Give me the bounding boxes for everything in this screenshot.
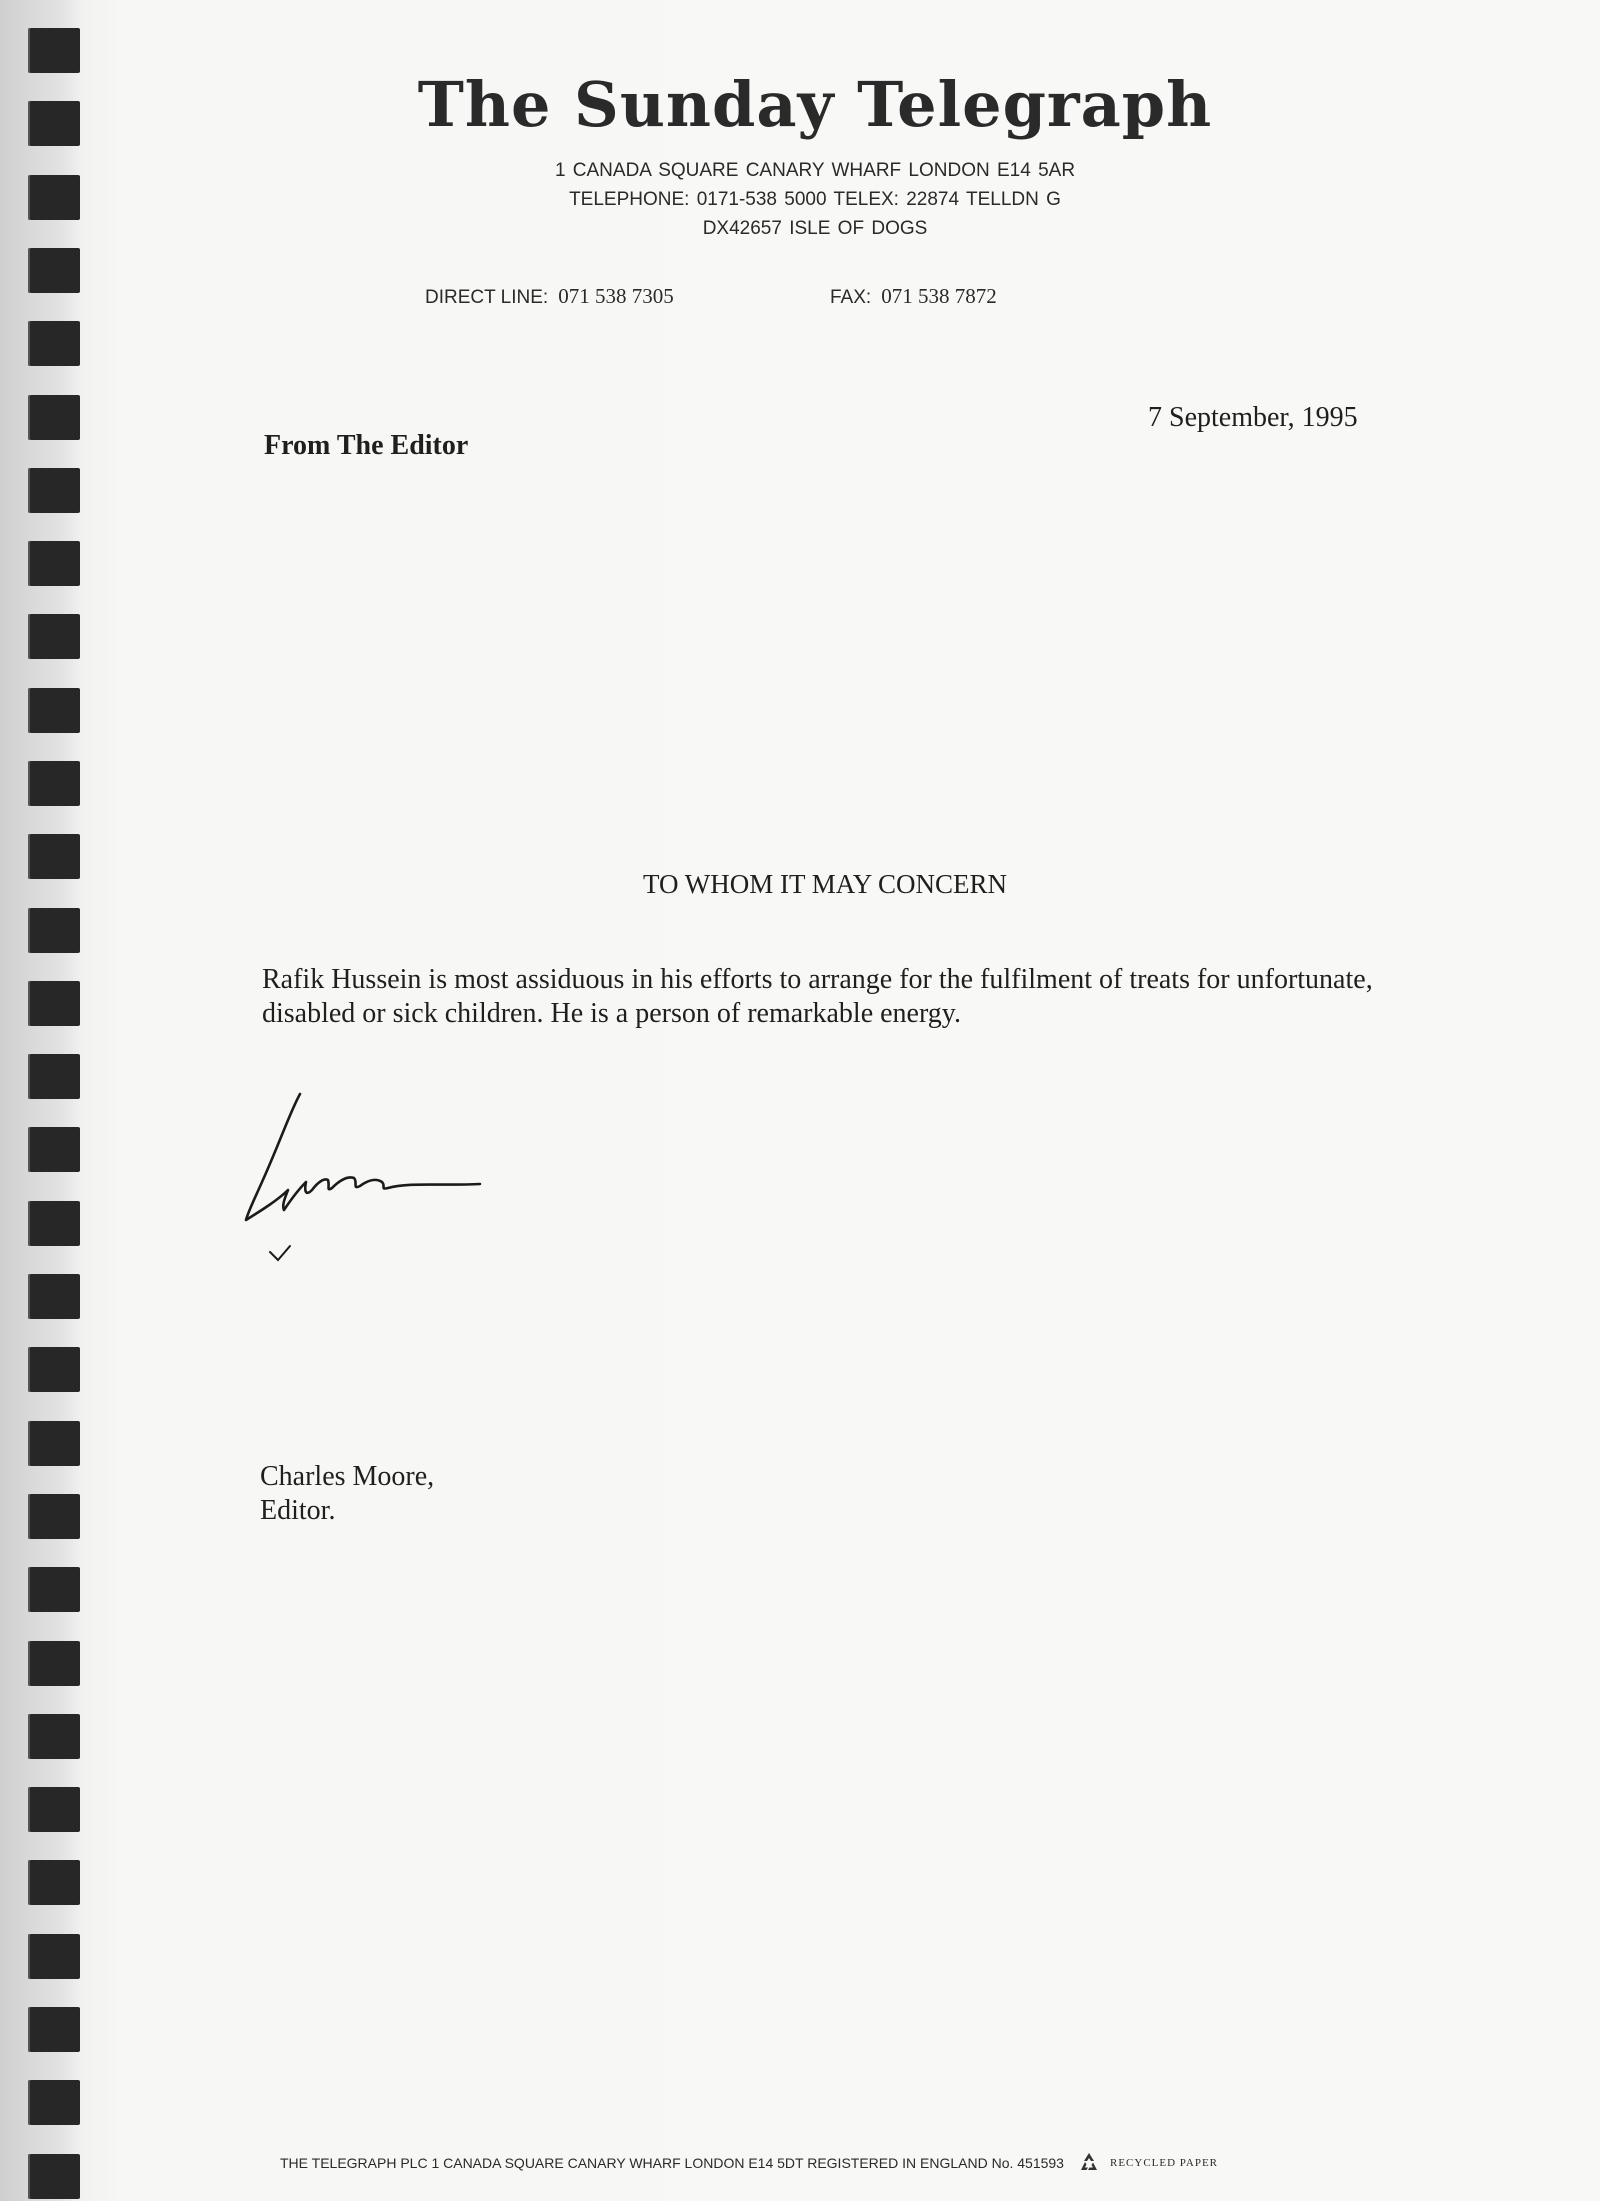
- binding-hole: [28, 2007, 80, 2052]
- binding-hole: [28, 1567, 80, 1612]
- direct-line-value: 071 538 7305: [558, 284, 674, 308]
- letterhead-address-line-1: 1 CANADA SQUARE CANARY WHARF LONDON E14 5AR: [554, 160, 1076, 181]
- binding-hole: [28, 1274, 80, 1319]
- letterhead-address-line-3: DX42657 ISLE OF DOGS: [702, 218, 928, 239]
- binding-hole: [28, 248, 80, 293]
- binding-hole: [28, 1054, 80, 1099]
- binding-hole: [28, 321, 80, 366]
- binding-hole: [28, 28, 80, 73]
- binding-hole: [28, 1347, 80, 1392]
- masthead: The Sunday Telegraph: [417, 68, 1213, 141]
- binding-hole: [28, 2154, 80, 2199]
- letterhead-address-line-2: TELEPHONE: 0171-538 5000 TELEX: 22874 TELLDN G: [569, 189, 1061, 210]
- binding-hole: [28, 1714, 80, 1759]
- binding-hole: [28, 1934, 80, 1979]
- binding-hole: [28, 1127, 80, 1172]
- binding-hole: [28, 541, 80, 586]
- letter-date: 7 September, 1995: [1148, 402, 1358, 433]
- binding-hole: [28, 981, 80, 1026]
- signer-block: [260, 1460, 434, 1528]
- binding-hole: [28, 1421, 80, 1466]
- recycle-icon: [1076, 2150, 1102, 2176]
- fax-line: [830, 284, 997, 309]
- binding-hole: [28, 834, 80, 879]
- binding-hole: [28, 908, 80, 953]
- binding-hole: [28, 614, 80, 659]
- footer: [280, 2150, 1400, 2176]
- signer-name: Charles Moore,: [260, 1461, 435, 1492]
- fax-value: 071 538 7872: [881, 284, 997, 308]
- binding-hole: [28, 468, 80, 513]
- binding-hole: [28, 175, 80, 220]
- direct-line-label: DIRECT LINE:: [425, 287, 549, 308]
- footer-company-line: THE TELEGRAPH PLC 1 CANADA SQUARE CANARY WHARF LONDON E14 5DT REGISTERED IN ENGLAND No. 451593: [280, 2155, 1064, 2171]
- recycled-paper-label: RECYCLED PAPER: [1109, 2157, 1219, 2169]
- binding-hole: [28, 761, 80, 806]
- binding-hole: [28, 2080, 80, 2125]
- binding-hole: [28, 1201, 80, 1246]
- signer-title: Editor.: [260, 1495, 336, 1526]
- binding-hole: [28, 395, 80, 440]
- letter-subject: TO WHOM IT MAY CONCERN: [642, 869, 1008, 899]
- letter-from: From The Editor: [264, 430, 469, 461]
- binding-hole: [28, 1860, 80, 1905]
- binding-hole: [28, 101, 80, 146]
- fax-label: FAX:: [830, 287, 872, 308]
- direct-line: [425, 284, 674, 309]
- binding-hole: [28, 1641, 80, 1686]
- signature-mark: [240, 1082, 500, 1272]
- binding-hole: [28, 1787, 80, 1832]
- letter-body: Rafik Hussein is most assiduous in his efforts to arrange for the fulfilment of treats for unfortunate, disabled or sick children. He is a person of remarkable energy.: [262, 964, 1373, 1029]
- binding-hole: [28, 688, 80, 733]
- binding-hole: [28, 1494, 80, 1539]
